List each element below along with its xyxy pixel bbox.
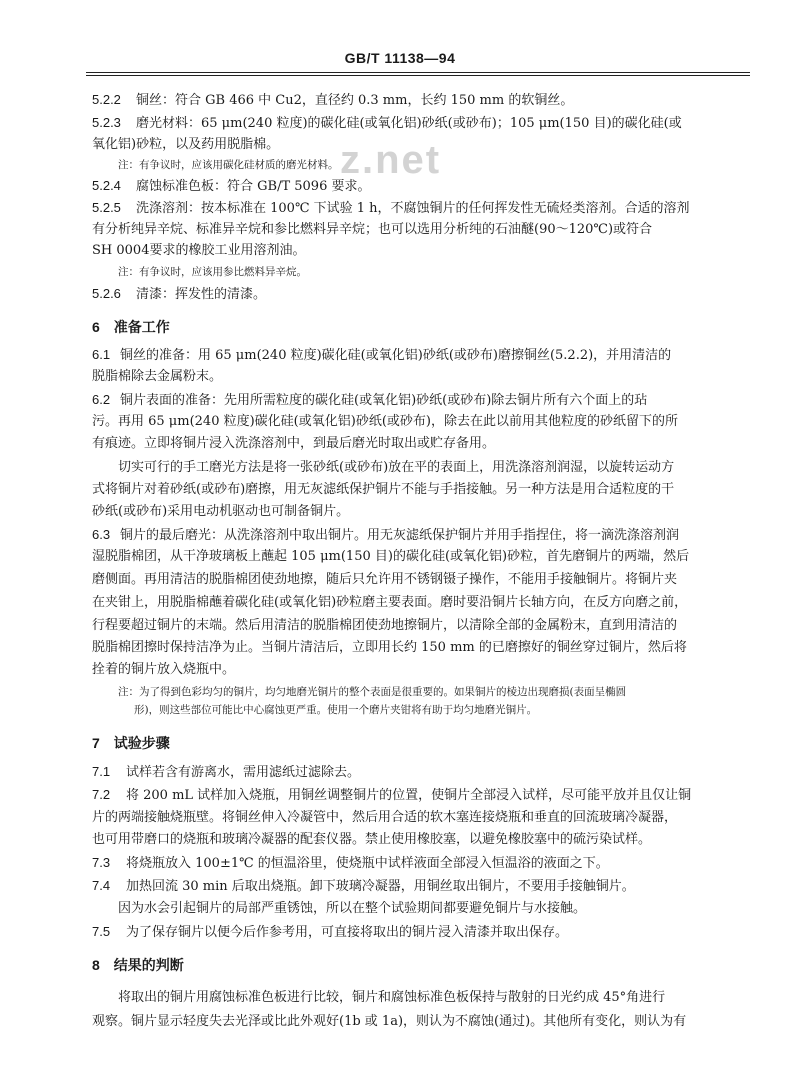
clause-number: 7.2 <box>92 787 111 802</box>
clause-6-2-para2-cont: 砂纸(或砂布)采用电动机驱动也可制备铜片。 <box>92 504 350 519</box>
clause-6-1 <box>92 345 671 366</box>
clause-5-2-3 <box>92 113 682 134</box>
clause-text: 洗涤溶剂：按本标准在 100℃ 下试验 1 h，不腐蚀铜片的任何挥发性无硫烃类溶剂。合适的溶剂 <box>136 201 690 216</box>
clause-7-4-para2: 因为水会引起铜片的局部严重锈蚀，所以在整个试验期间都要避免铜片与水接触。 <box>118 901 587 916</box>
section-8-para-cont: 观察。铜片显示轻度失去光泽或比此外观好(1b 或 1a)，则认为不腐蚀(通过)。其他所有变化，则认为有 <box>92 1014 687 1029</box>
clause-number: 5.2.6 <box>92 286 121 301</box>
clause-number: 7.1 <box>92 764 111 779</box>
clause-text: 铜片表面的准备：先用所需粒度的碳化硅(或氧化铝)砂纸(或砂布)除去铜片所有六个面上的玷 <box>120 393 648 408</box>
clause-7-4 <box>92 876 635 897</box>
clause-text: 铜丝：符合 GB 466 中 Cu2，直径约 0.3 mm，长约 150 mm 的软铜丝。 <box>136 93 574 108</box>
note-5-2-3: 注：有争议时，应该用碳化硅材质的磨光材料。 <box>118 159 339 171</box>
clause-5-2-4 <box>92 176 370 197</box>
clause-text: 铜片的最后磨光：从洗涤溶剂中取出铜片。用无灰滤纸保护铜片并用手指捏住，将一滴洗涤溶剂润 <box>120 528 680 543</box>
header-rule <box>86 72 750 73</box>
section-number: 6 <box>92 319 100 335</box>
watermark: z.net <box>340 138 442 182</box>
note-5-2-5: 注：有争议时，应该用参比燃料异辛烷。 <box>118 266 307 278</box>
clause-5-2-5 <box>92 198 690 219</box>
standard-code-header: GB/T 11138—94 <box>344 50 456 66</box>
clause-7-5 <box>92 922 568 943</box>
clause-5-2-5-cont: 有分析纯异辛烷、标准异辛烷和参比燃料异辛烷；也可以选用分析纯的石油醚(90～120℃)或符合 <box>92 222 653 237</box>
section-title: 试验步骤 <box>113 736 170 752</box>
clause-text: 将 200 mL 试样加入烧瓶，用铜丝调整铜片的位置，使铜片全部浸入试样，尽可能平放并且仅让铜 <box>126 788 692 803</box>
clause-5-2-6 <box>92 284 266 305</box>
clause-5-2-3-cont: 氧化铝)砂粒，以及药用脱脂棉。 <box>92 137 280 152</box>
section-6-heading <box>92 317 170 337</box>
clause-7-2-cont: 片的两端接触烧瓶壁。将铜丝伸入冷凝管中，然后用合适的软木塞连接烧瓶和垂直的回流玻璃冷凝器， <box>92 810 678 825</box>
clause-6-3-cont: 在夹钳上，用脱脂棉蘸着碳化硅(或氧化铝)砂粒磨主要表面。磨时要沿铜片长轴方向，在反方向磨之前， <box>92 595 688 610</box>
header-rule-secondary <box>86 75 750 76</box>
clause-6-1-cont: 脱脂棉除去金属粉末。 <box>92 369 223 384</box>
clause-number: 7.3 <box>92 855 111 870</box>
clause-text: 腐蚀标准色板：符合 GB/T 5096 要求。 <box>136 179 371 194</box>
clause-6-3-cont: 行程要超过铜片的末端。然后用清洁的脱脂棉团使劲地擦铜片，以清除全部的金属粉末，直到用清洁的 <box>92 618 678 633</box>
clause-number: 7.5 <box>92 924 111 939</box>
note-6-3-cont: 形)，则这些部位可能比中心腐蚀更严重。使用一个磨片夹钳将有助于均匀地磨光铜片。 <box>134 704 538 716</box>
clause-text: 试样若含有游离水，需用滤纸过滤除去。 <box>126 765 361 780</box>
clause-number: 6.3 <box>92 527 111 542</box>
clause-number: 5.2.5 <box>92 200 121 215</box>
clause-6-2-para2-cont: 式将铜片对着砂纸(或砂布)磨擦，用无灰滤纸保护铜片不能与手指接触。另一种方法是用合适粒度的干 <box>92 482 675 497</box>
clause-7-3 <box>92 853 609 874</box>
section-8-heading <box>92 955 184 975</box>
clause-7-2-cont: 也可用带磨口的烧瓶和玻璃冷凝器的配套仪器。禁止使用橡胶塞，以避免橡胶塞中的硫污染试样。 <box>92 832 652 847</box>
clause-6-3-cont: 拴着的铜片放入烧瓶中。 <box>92 662 236 677</box>
section-title: 结果的判断 <box>113 958 184 974</box>
clause-text: 将烧瓶放入 100±1℃ 的恒温浴里，使烧瓶中试样液面全部浸入恒温浴的液面之下。 <box>126 856 609 871</box>
clause-text: 加热回流 30 min 后取出烧瓶。卸下玻璃冷凝器，用铜丝取出铜片，不要用手接触铜片。 <box>126 879 635 894</box>
clause-7-1 <box>92 762 360 783</box>
clause-6-3-cont: 脱脂棉团擦时保持洁净为止。当铜片清洁后，立即用长约 150 mm 的已磨擦好的铜丝穿过铜片，然后将 <box>92 640 687 655</box>
clause-6-3-cont: 湿脱脂棉团，从干净玻璃板上蘸起 105 μm(150 目)的碳化硅(或氧化铝)砂粒，首先磨铜片的两端，然后 <box>92 549 690 564</box>
section-title: 准备工作 <box>113 320 170 336</box>
clause-6-2-para2: 切实可行的手工磨光方法是将一张砂纸(或砂布)放在平的表面上，用洗涤溶剂润湿，以旋转运动方 <box>118 460 675 475</box>
clause-number: 7.4 <box>92 878 111 893</box>
clause-text: 清漆：挥发性的清漆。 <box>136 287 267 302</box>
clause-6-2-cont: 有痕迹。立即将铜片浸入洗涤溶剂中，到最后磨光时取出或贮存备用。 <box>92 436 496 451</box>
clause-text: 磨光材料：65 μm(240 粒度)的碳化硅(或氧化铝)砂纸(或砂布)；105 μm(150 目)的碳化硅(或 <box>136 116 682 131</box>
clause-6-3 <box>92 525 679 546</box>
clause-6-2 <box>92 390 647 411</box>
clause-number: 6.2 <box>92 392 111 407</box>
clause-text: 为了保存铜片以便今后作参考用，可直接将取出的铜片浸入清漆并取出保存。 <box>126 925 569 940</box>
section-7-heading <box>92 733 170 753</box>
clause-number: 5.2.3 <box>92 115 121 130</box>
clause-number: 5.2.4 <box>92 178 121 193</box>
clause-number: 6.1 <box>92 347 111 362</box>
clause-text: 铜丝的准备：用 65 μm(240 粒度)碳化硅(或氧化铝)砂纸(或砂布)磨擦铜丝(5.2.2)，并用清洁的 <box>120 348 672 363</box>
section-number: 8 <box>92 957 100 973</box>
note-6-3: 注：为了得到色彩均匀的铜片，均匀地磨光铜片的整个表面是很重要的。如果铜片的棱边出现磨损(表面呈椭圆 <box>118 686 627 698</box>
clause-5-2-2 <box>92 90 573 111</box>
clause-5-2-5-cont: SH 0004要求的橡胶工业用溶剂油。 <box>92 243 306 258</box>
clause-number: 5.2.2 <box>92 92 121 107</box>
section-number: 7 <box>92 735 100 751</box>
section-8-para: 将取出的铜片用腐蚀标准色板进行比较，铜片和腐蚀标准色板保持与散射的日光约成 45°角进行 <box>118 990 666 1005</box>
clause-6-3-cont: 磨侧面。再用清洁的脱脂棉团使劲地擦，随后只允许用不锈钢镊子操作，不能用手接触铜片。将铜片夹 <box>92 572 678 587</box>
clause-6-2-cont: 污。再用 65 μm(240 粒度)碳化硅(或氧化铝)砂纸(或砂布)，除去在此以前用其他粒度的砂纸留下的所 <box>92 414 678 429</box>
clause-7-2 <box>92 785 691 806</box>
